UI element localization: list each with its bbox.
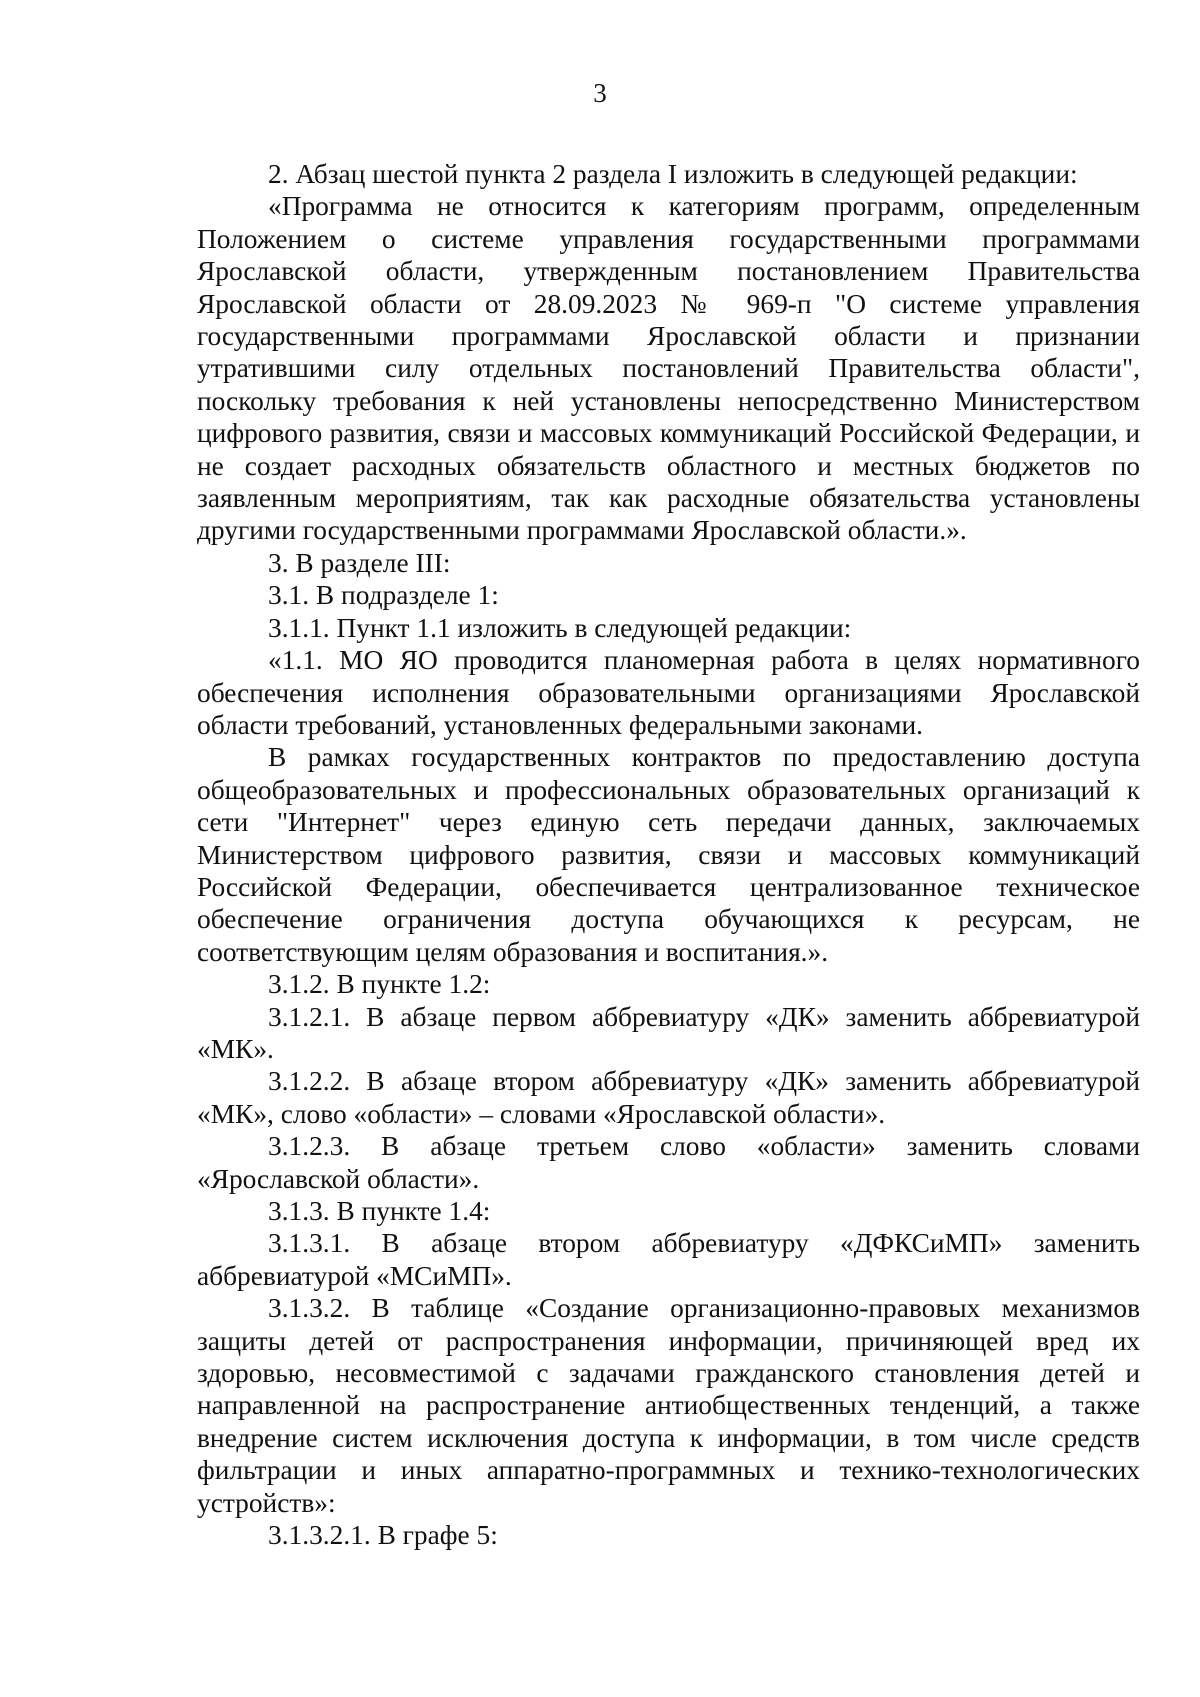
quote-point-1-1-continuation: В рамках государственных контрактов по предоставлению доступа общеобразовательных и профессиональных образовательных организаций к сети "Интернет" через единую сеть передачи данных, заключаемых Министерством цифрового развития, связи и массовых коммуникаций Российской Федерации, обеспечивается централизованное техническое обеспечение ограничения доступа обучающихся к ресурсам, не соответствующим целям образования и воспитания.».	[197, 742, 1140, 967]
paragraph-item-3-1-2-3: 3.1.2.3. В абзаце третьем слово «области» заменить словами «Ярославской области».	[197, 1131, 1140, 1194]
page-number: 3	[593, 78, 607, 108]
quote-point-1-1: «1.1. МО ЯО проводится планомерная работа в целях нормативного обеспечения исполнения образовательными организациями Ярославской области требований, установленных федеральными законами.	[197, 645, 1140, 740]
paragraph-item-3-1-3-2-1: 3.1.3.2.1. В графе 5:	[268, 1520, 498, 1551]
paragraph-item-3-1-2: 3.1.2. В пункте 1.2:	[268, 969, 491, 1000]
paragraph-item-2: 2. Абзац шестой пункта 2 раздела I изложить в следующей редакции:	[268, 159, 1078, 189]
paragraph-item-3-1-3: 3.1.3. В пункте 1.4:	[268, 1196, 491, 1226]
paragraph-item-3-1-2-1: 3.1.2.1. В абзаце первом аббревиатуру «ДК» заменить аббревиатурой «МК».	[197, 1001, 1140, 1064]
paragraph-item-3-1: 3.1. В подразделе 1:	[268, 580, 499, 611]
paragraph-item-3-1-3-1: 3.1.3.1. В абзаце втором аббревиатуру «ДФКСиМП» заменить аббревиатурой «МСиМП».	[197, 1228, 1140, 1291]
document-body	[197, 158, 1140, 1551]
paragraph-item-3-1-1: 3.1.1. Пункт 1.1 изложить в следующей редакции:	[268, 612, 852, 643]
program-statement-quote: «Программа не относится к категориям программ, определенным Положением о системе управления государственными программами Ярославской области, утвержденным постановлением Правительства Ярославской области от 28.09.2023 № 969-п "О системе управления государственными программами Ярославской области и признании утратившими силу отдельных постановлений Правительства области", поскольку требования к ней установлены непосредственно Министерством цифрового развития, связи и массовых коммуникаций Российской Федерации, и не создает расходных обязательств областного и местных бюджетов по заявленным мероприятиям, так как расходные обязательства установлены другими государственными программами Ярославской области.».	[197, 191, 1140, 546]
paragraph-item-3-1-2-2: 3.1.2.2. В абзаце втором аббревиатуру «ДК» заменить аббревиатурой «МК», слово «области» – словами «Ярославской области».	[197, 1066, 1140, 1129]
paragraph-item-3: 3. В разделе III:	[268, 547, 451, 578]
paragraph-item-3-1-3-2: 3.1.3.2. В таблице «Создание организационно-правовых механизмов защиты детей от распространения информации, причиняющей вред их здоровью, несовместимой с задачами гражданского становления детей и направленной на распространение антиобщественных тенденций, а также внедрение систем исключения доступа к информации, в том числе средств фильтрации и иных аппаратно-программных и технико-технологических устройств»:	[197, 1293, 1140, 1518]
